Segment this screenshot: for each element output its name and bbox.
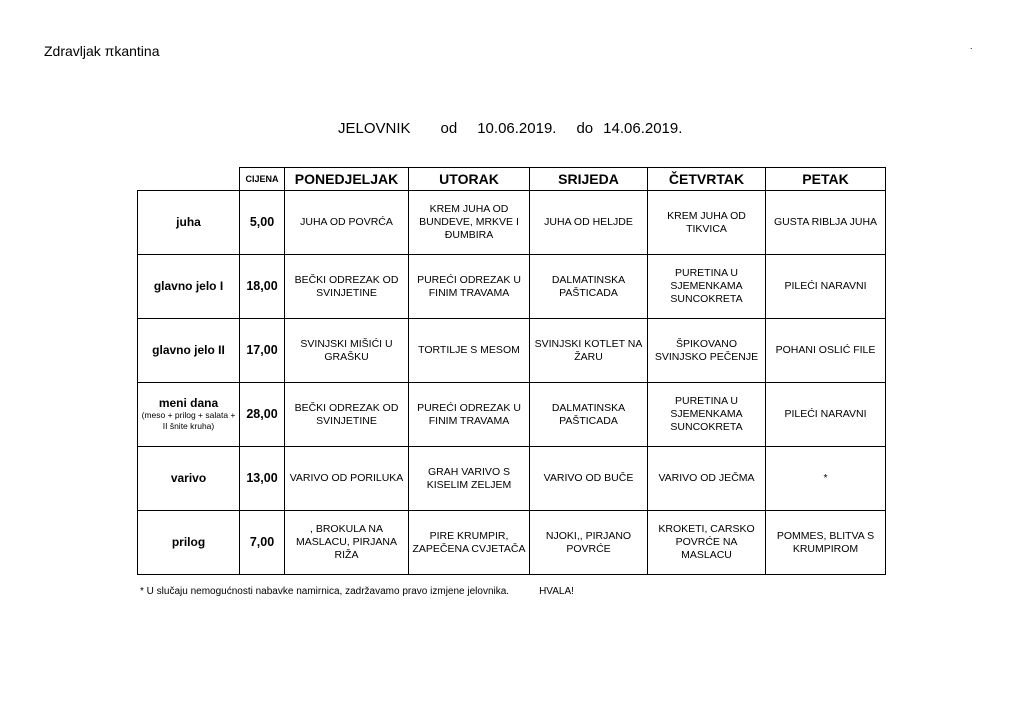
menu-item-cell: VARIVO OD BUČE xyxy=(530,447,648,511)
price-cell: 18,00 xyxy=(240,255,285,319)
table-row xyxy=(138,383,886,447)
day-header-tuesday: UTORAK xyxy=(409,168,530,191)
menu-item-cell: BEČKI ODREZAK OD SVINJETINE xyxy=(285,383,409,447)
footnote-thanks: HVALA! xyxy=(539,586,574,597)
title-to-word: do xyxy=(576,120,594,137)
menu-item-cell: PILEĆI NARAVNI xyxy=(766,383,886,447)
menu-item-cell: PURETINA U SJEMENKAMA SUNCOKRETA xyxy=(648,383,766,447)
menu-item-cell: KROKETI, CARSKO POVRĆE NA MASLACU xyxy=(648,511,766,575)
footnote-text: * U slučaju nemogućnosti nabavke namirnica, zadržavamo pravo izmjene jelovnika. xyxy=(140,586,510,597)
menu-item-cell: ŠPIKOVANO SVINJSKO PEČENJE xyxy=(648,319,766,383)
day-header-monday: PONEDJELJAK xyxy=(285,168,409,191)
title-from-word: od xyxy=(440,120,458,137)
category-label: prilog xyxy=(171,535,206,549)
category-cell xyxy=(138,319,240,383)
table-row xyxy=(138,319,886,383)
menu-item-cell: * xyxy=(766,447,886,511)
menu-item-cell: PURETINA U SJEMENKAMA SUNCOKRETA xyxy=(648,255,766,319)
menu-item-cell: SVINJSKI KOTLET NA ŽARU xyxy=(530,319,648,383)
menu-item-cell: , BROKULA NA MASLACU, PIRJANA RIŽA xyxy=(285,511,409,575)
menu-item-cell: GRAH VARIVO S KISELIM ZELJEM xyxy=(409,447,530,511)
weekly-menu-table xyxy=(137,167,886,575)
category-cell xyxy=(138,255,240,319)
footnote xyxy=(140,586,574,597)
table-row xyxy=(138,255,886,319)
price-cell: 17,00 xyxy=(240,319,285,383)
organization-name: Zdravljak πkantina xyxy=(44,43,160,59)
menu-item-cell: VARIVO OD PORILUKA xyxy=(285,447,409,511)
table-row xyxy=(138,511,886,575)
table-header-row xyxy=(138,168,886,191)
corner-mark: . xyxy=(970,41,973,51)
menu-item-cell: PUREĆI ODREZAK U FINIM TRAVAMA xyxy=(409,383,530,447)
table-row xyxy=(138,447,886,511)
price-cell: 13,00 xyxy=(240,447,285,511)
category-label: glavno jelo I xyxy=(153,279,224,293)
title-date-to: 14.06.2019. xyxy=(603,120,683,137)
title-label: JELOVNIK xyxy=(338,120,411,137)
category-label: juha xyxy=(176,215,201,229)
price-cell: 5,00 xyxy=(240,191,285,255)
menu-item-cell: TORTILJE S MESOM xyxy=(409,319,530,383)
day-header-wednesday: SRIJEDA xyxy=(530,168,648,191)
menu-item-cell: KREM JUHA OD TIKVICA xyxy=(648,191,766,255)
day-header-friday: PETAK xyxy=(766,168,886,191)
menu-item-cell: JUHA OD HELJDE xyxy=(530,191,648,255)
menu-item-cell: DALMATINSKA PAŠTICADA xyxy=(530,255,648,319)
price-column-header: CIJENA xyxy=(240,168,285,191)
menu-item-cell: PILEĆI NARAVNI xyxy=(766,255,886,319)
menu-item-cell: SVINJSKI MIŠIĆI U GRAŠKU xyxy=(285,319,409,383)
menu-item-cell: NJOKI,, PIRJANO POVRĆE xyxy=(530,511,648,575)
category-label: meni dana xyxy=(158,396,219,410)
menu-item-cell: BEČKI ODREZAK OD SVINJETINE xyxy=(285,255,409,319)
menu-item-cell: KREM JUHA OD BUNDEVE, MRKVE I ĐUMBIRA xyxy=(409,191,530,255)
menu-title xyxy=(338,120,682,137)
category-cell xyxy=(138,511,240,575)
title-date-from: 10.06.2019. xyxy=(477,120,557,137)
category-cell xyxy=(138,447,240,511)
price-cell: 28,00 xyxy=(240,383,285,447)
menu-item-cell: PUREĆI ODREZAK U FINIM TRAVAMA xyxy=(409,255,530,319)
category-label: varivo xyxy=(170,471,207,485)
price-cell: 7,00 xyxy=(240,511,285,575)
category-cell xyxy=(138,383,240,447)
menu-item-cell: VARIVO OD JEČMA xyxy=(648,447,766,511)
menu-item-cell: DALMATINSKA PAŠTICADA xyxy=(530,383,648,447)
menu-item-cell: POHANI OSLIĆ FILE xyxy=(766,319,886,383)
day-header-thursday: ČETVRTAK xyxy=(648,168,766,191)
header-corner-cell xyxy=(138,168,240,191)
category-cell xyxy=(138,191,240,255)
category-note: (meso + prilog + salata + II šnite kruha) xyxy=(141,410,236,431)
category-label: glavno jelo II xyxy=(152,343,225,357)
menu-item-cell: POMMES, BLITVA S KRUMPIROM xyxy=(766,511,886,575)
table-row xyxy=(138,191,886,255)
menu-item-cell: JUHA OD POVRĆA xyxy=(285,191,409,255)
menu-item-cell: GUSTA RIBLJA JUHA xyxy=(766,191,886,255)
menu-item-cell: PIRE KRUMPIR, ZAPEČENA CVJETAČA xyxy=(409,511,530,575)
